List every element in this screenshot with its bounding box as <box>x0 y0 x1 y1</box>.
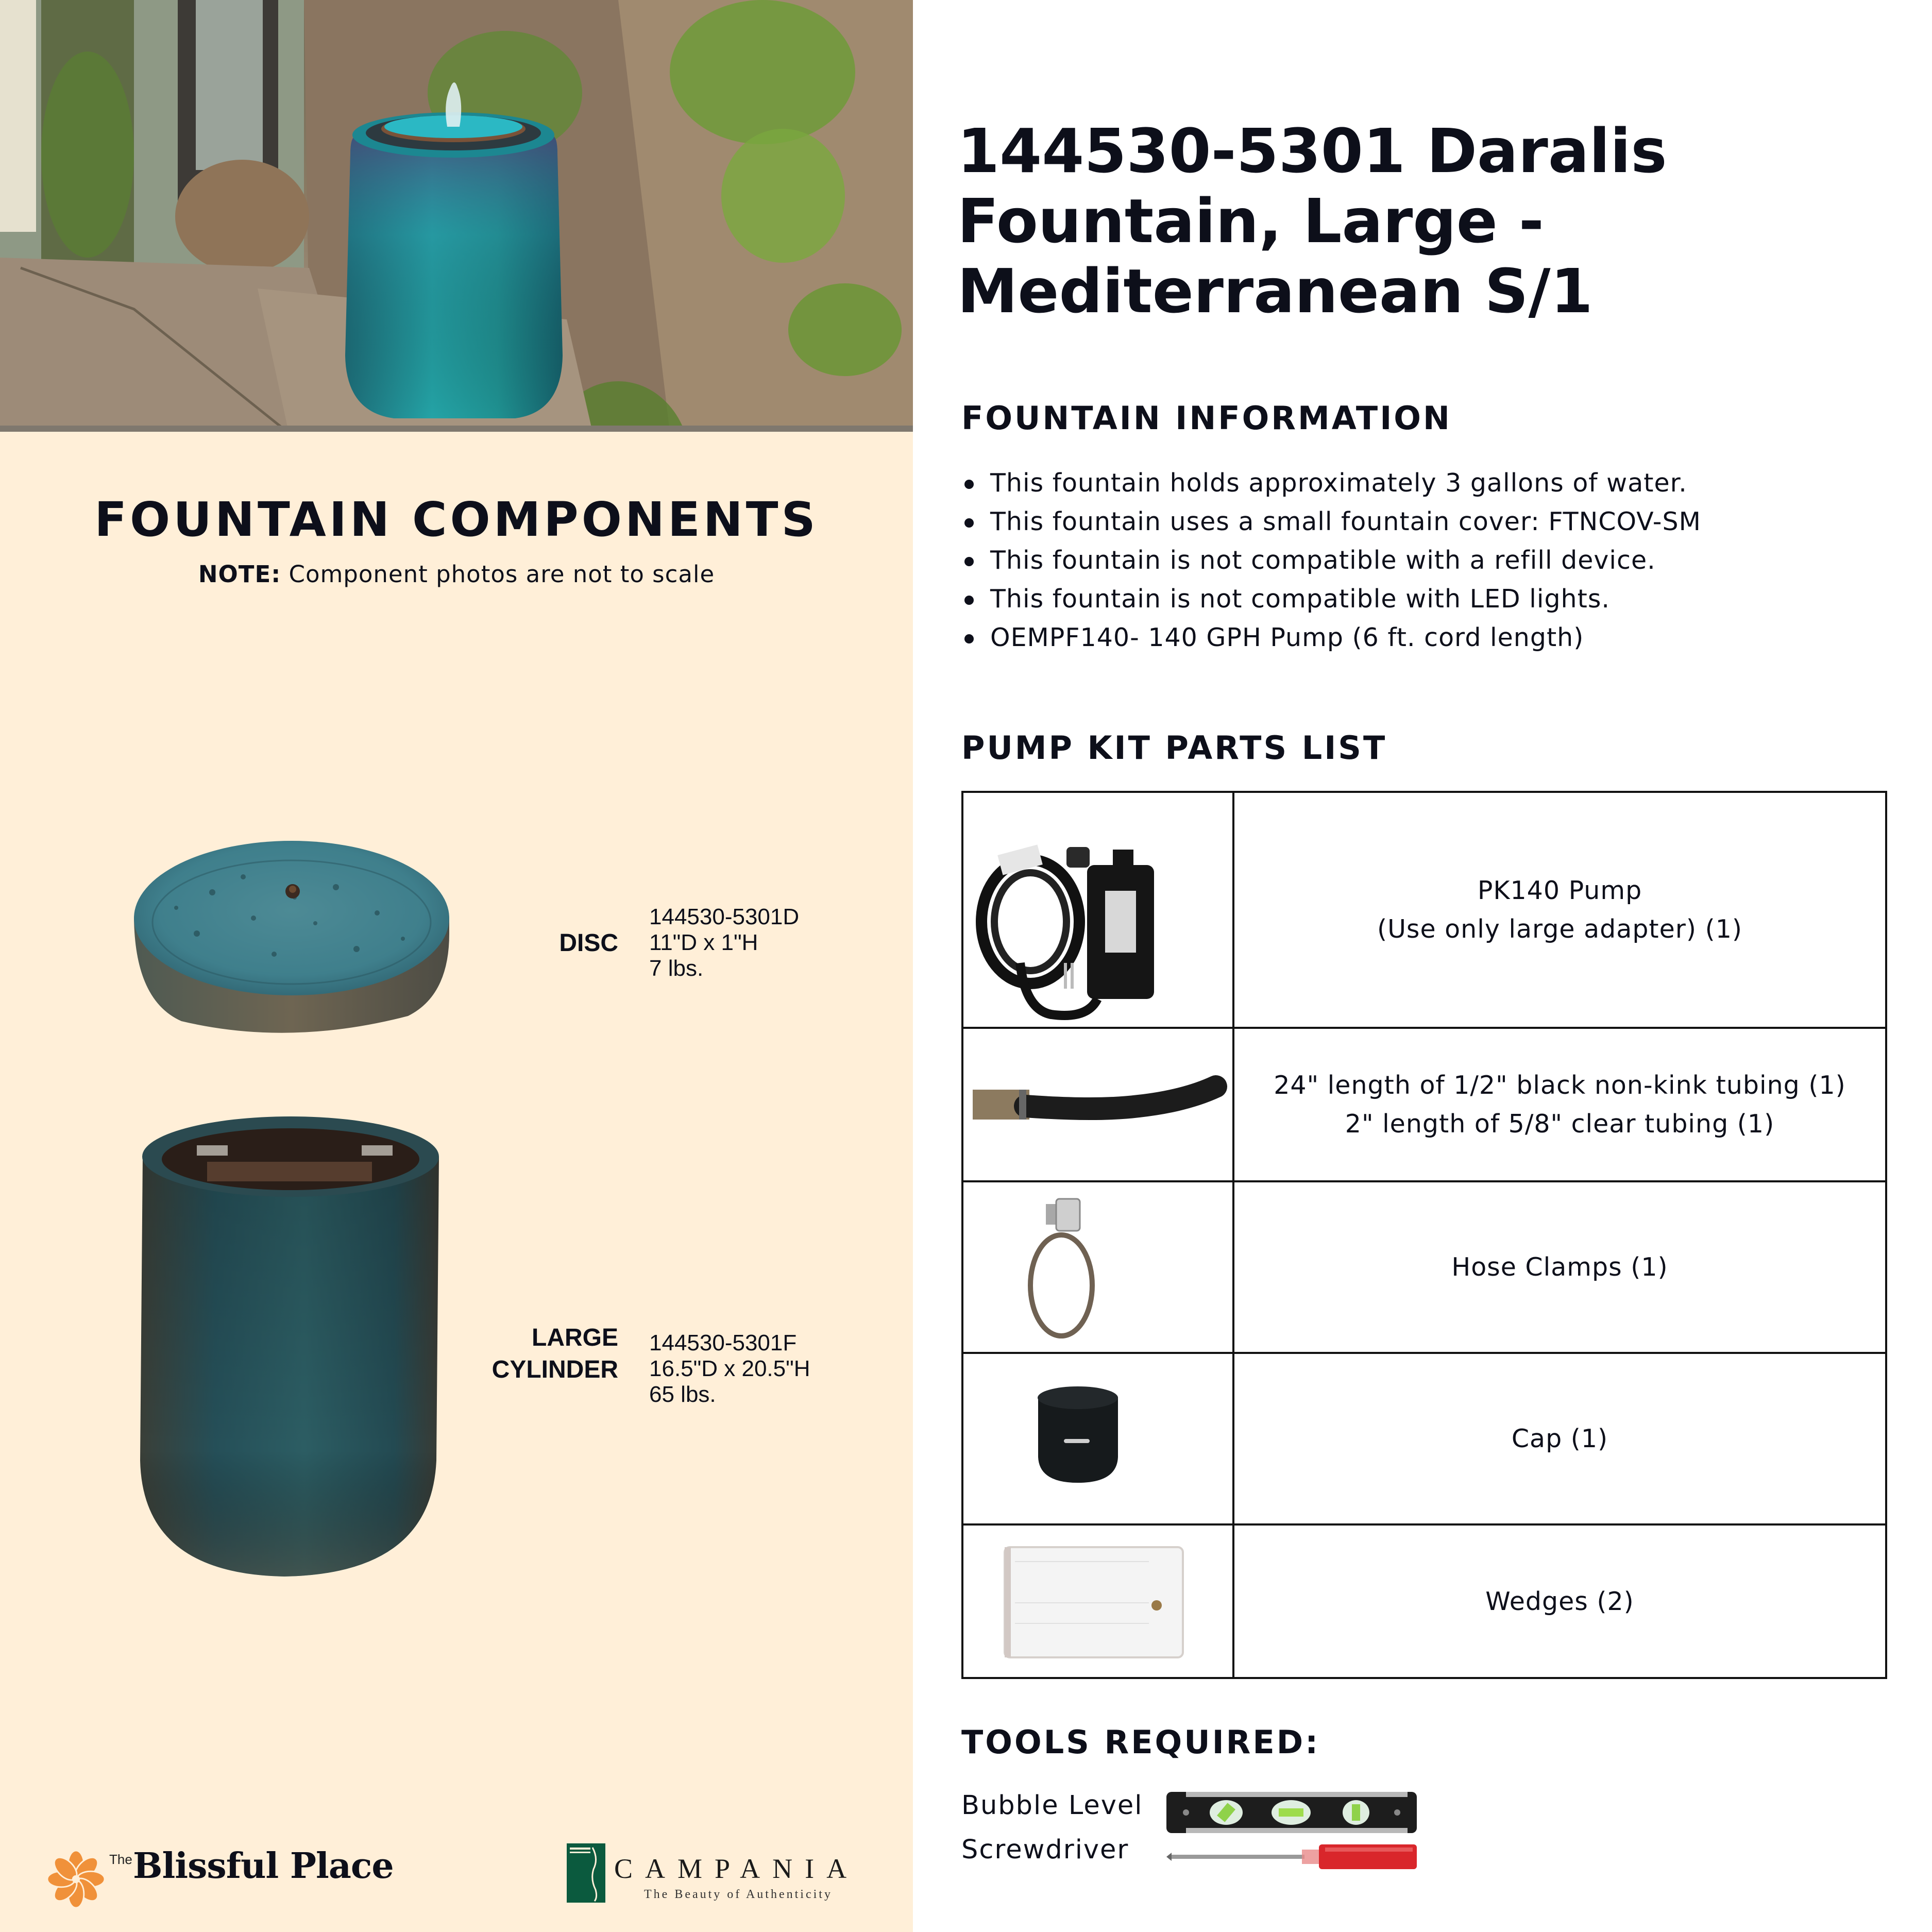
cylinder-sku: 144530-5301F <box>649 1330 797 1355</box>
lotus-flower-icon <box>46 1850 106 1909</box>
pump-kit-parts-table <box>961 791 1887 1679</box>
tool-images <box>1165 1787 1423 1882</box>
part-line: (Use only large adapter) (1) <box>1377 914 1743 944</box>
cylinder-weight: 65 lbs. <box>649 1382 716 1407</box>
table-row <box>962 1524 1886 1678</box>
info-bullet: OEMPF140- 140 GPH Pump (6 ft. cord length) <box>961 618 1701 657</box>
table-row <box>962 1181 1886 1353</box>
campania-tagline: The Beauty of Authenticity <box>644 1888 833 1901</box>
cylinder-specs <box>649 1330 810 1408</box>
table-row <box>962 1028 1886 1181</box>
pump-photo <box>962 792 1233 1028</box>
hose-clamp-icon <box>963 1182 1232 1350</box>
campania-vase-icon <box>567 1843 605 1903</box>
hero-fountain-photo <box>0 0 913 432</box>
components-title: FOUNTAIN COMPONENTS <box>94 492 819 547</box>
part-line: Hose Clamps (1) <box>1451 1252 1668 1282</box>
tools-required-heading: TOOLS REQUIRED: <box>961 1723 1320 1761</box>
disc-specs <box>649 904 799 981</box>
cylinder-name-line-1: LARGE <box>532 1324 618 1351</box>
part-line: 2" length of 5/8" clear tubing (1) <box>1345 1109 1775 1139</box>
pump-icon <box>963 793 1232 1025</box>
cylinder-name-line-2: CYLINDER <box>492 1356 618 1383</box>
disc-dimensions: 11"D x 1"H <box>649 930 758 955</box>
disc-photo <box>120 831 460 1049</box>
disc-weight: 7 lbs. <box>649 956 704 981</box>
disc-label <box>453 927 618 959</box>
note-text: Component photos are not to scale <box>281 561 715 588</box>
table-row <box>962 792 1886 1028</box>
pump-description <box>1233 792 1886 1028</box>
wedges-description <box>1233 1524 1886 1678</box>
cylinder-label <box>453 1322 618 1386</box>
table-row <box>962 1353 1886 1524</box>
cylinder-dimensions: 16.5"D x 20.5"H <box>649 1356 810 1381</box>
wedge-photo <box>962 1524 1233 1678</box>
blissful-name: Blissful Place <box>133 1845 394 1887</box>
cylinder-photo <box>120 1110 460 1591</box>
fountain-information-heading: FOUNTAIN INFORMATION <box>961 399 1452 437</box>
tool-bubble-level: Bubble Level <box>961 1790 1143 1821</box>
info-bullet: This fountain uses a small fountain cover: FTNCOV-SM <box>961 502 1701 541</box>
pump-kit-heading: PUMP KIT PARTS LIST <box>961 729 1387 767</box>
product-title: 144530-5301 Daralis Fountain, Large - Mediterranean S/1 <box>957 115 1667 327</box>
campania-logo <box>567 1843 876 1910</box>
tool-screwdriver: Screwdriver <box>961 1835 1129 1865</box>
part-line: Cap (1) <box>1511 1424 1608 1453</box>
cap-description <box>1233 1353 1886 1524</box>
info-bullet: This fountain is not compatible with LED lights. <box>961 580 1701 618</box>
note-label: NOTE: <box>198 561 281 588</box>
tubing-photo <box>962 1028 1233 1181</box>
tubing-description <box>1233 1028 1886 1181</box>
part-line: PK140 Pump <box>1477 876 1642 905</box>
tubing-icon <box>963 1029 1232 1178</box>
part-line: Wedges (2) <box>1485 1586 1634 1616</box>
screwdriver-icon <box>1165 1838 1423 1885</box>
part-line: 24" length of 1/2" black non-kink tubing (1) <box>1274 1071 1846 1100</box>
cap-photo <box>962 1353 1233 1524</box>
blissful-place-logo <box>46 1845 407 1917</box>
tools-list <box>961 1784 1143 1872</box>
info-bullet: This fountain is not compatible with a refill device. <box>961 541 1701 580</box>
components-note <box>0 561 913 588</box>
campania-name: CAMPANIA <box>614 1853 859 1884</box>
disc-name: DISC <box>559 929 618 957</box>
hose-clamp-description <box>1233 1181 1886 1353</box>
hero-photo-illustration <box>0 0 913 432</box>
info-bullet: This fountain holds approximately 3 gallons of water. <box>961 464 1701 502</box>
blissful-the: The <box>109 1852 132 1867</box>
hose-clamp-photo <box>962 1181 1233 1353</box>
fountain-information-list <box>961 464 1701 657</box>
cap-icon <box>963 1354 1232 1521</box>
disc-sku: 144530-5301D <box>649 904 800 929</box>
wedge-icon <box>963 1526 1232 1675</box>
left-panel <box>0 0 913 1932</box>
